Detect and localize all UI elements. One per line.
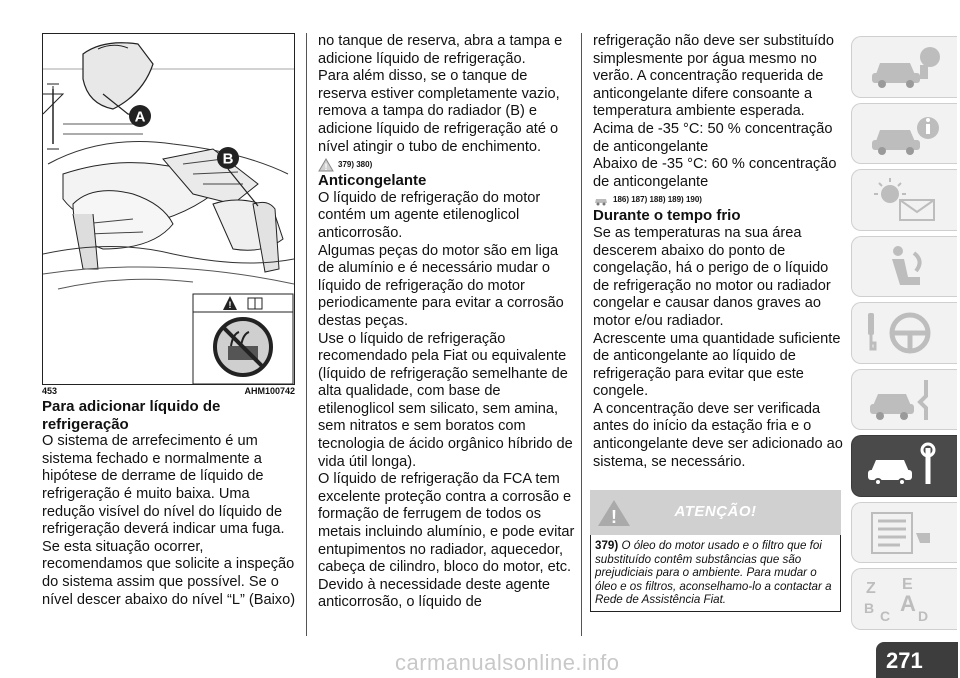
paragraph: Se as temperaturas na sua área descerem abaixo do ponto de congelação, há o perigo de o líquido de refrigeração no motor ou radiador congelar e causar danos graves ao motor e/ou radiador. bbox=[593, 224, 831, 329]
chapter-tabs bbox=[851, 36, 960, 635]
warning-number: 379) bbox=[595, 539, 619, 552]
svg-text:E: E bbox=[902, 576, 913, 593]
svg-text:B: B bbox=[864, 600, 875, 616]
figure-caption-rule bbox=[42, 384, 295, 385]
column-3 bbox=[593, 33, 845, 471]
warning-triangle-icon bbox=[318, 158, 334, 172]
warning-light-message-icon bbox=[860, 176, 950, 224]
engine-illustration bbox=[43, 34, 294, 384]
tab-getting-to-know[interactable] bbox=[851, 36, 957, 98]
svg-text:!: ! bbox=[324, 162, 328, 173]
specifications-list-icon bbox=[860, 509, 950, 557]
paragraph: A concentração deve ser verificada antes do início da estação fria e o anticongelante deve ser adicionado ao sistema, se necessário. bbox=[593, 400, 843, 470]
svg-text:!: ! bbox=[228, 300, 232, 310]
figure-number: 453 bbox=[42, 386, 58, 396]
reference-numbers: 379) 380) bbox=[338, 160, 373, 170]
car-info-icon bbox=[860, 43, 950, 91]
watermark: carmanualsonline.info bbox=[395, 650, 620, 675]
warning-body bbox=[590, 535, 841, 612]
tab-starting-driving[interactable] bbox=[851, 302, 957, 364]
label-b: B bbox=[222, 150, 234, 168]
paragraph: Acrescente uma quantidade suficiente de anticongelante ao líquido de refrigeração para evitar que este congele. bbox=[593, 330, 841, 400]
reference-numbers: 186) 187) 188) 189) 190) bbox=[613, 195, 702, 205]
warning-title: ATENÇÃO! bbox=[674, 503, 757, 520]
paragraph: Abaixo de -35 °C: 60 % concentração de anticongelante bbox=[593, 156, 837, 190]
tab-servicing-maintenance[interactable] bbox=[851, 435, 957, 497]
paragraph: no tanque de reserva, abra a tampa e adicione líquido de refrigeração. bbox=[318, 33, 563, 67]
paragraph: Devido à necessidade deste agente anticorrosão, o líquido de bbox=[318, 576, 551, 611]
section-heading-add-coolant: Para adicionar líquido de refrigeração bbox=[42, 398, 221, 433]
car-wrench-icon bbox=[860, 442, 950, 490]
paragraph: Algumas peças do motor são em liga de alumínio e é necessário mudar o líquido de refrigeração do motor periodicamente para evitar a corrosão destas peças. bbox=[318, 242, 564, 329]
alphabetical-index-icon bbox=[860, 575, 950, 623]
label-a: A bbox=[134, 108, 146, 126]
warning-references bbox=[318, 158, 578, 172]
paragraph: O sistema de arrefecimento é um sistema fechado e normalmente a hipótese de derrame de líquido de refrigeração é muito baixa. Uma redução visível do nível do líquido de refrigeração deverá indicar uma fuga. Se esta situação ocorrer, recomendamos que solicite a inspeção do sistema assim que possível. Se o nível descer abaixo do nível “L” (Baixo) bbox=[42, 433, 296, 608]
column-2 bbox=[318, 33, 578, 612]
svg-text:Z: Z bbox=[866, 580, 876, 597]
seat-airbag-icon bbox=[860, 243, 950, 291]
car-emergency-icon bbox=[860, 376, 950, 424]
column-divider bbox=[581, 33, 582, 636]
section-heading-cold-weather: Durante o tempo frio bbox=[593, 207, 741, 225]
warning-box bbox=[590, 490, 841, 612]
svg-text:D: D bbox=[918, 608, 929, 623]
paragraph: Para além disso, se o tanque de reserva estiver completamente vazio, remova a tampa do radiador (B) e adicione líquido de refrigeração até o nível atingir o tubo de enchimento. bbox=[318, 68, 560, 155]
paragraph: refrigeração não deve ser substituído simplesmente por água mesmo no verão. A concentração requerida de anticongelante difere consoante a temperatura ambiente esperada. bbox=[593, 33, 834, 120]
tab-instrument-panel[interactable] bbox=[851, 103, 957, 165]
paragraph: Acima de -35 °C: 50 % concentração de anticongelante bbox=[593, 120, 833, 155]
tab-index[interactable] bbox=[851, 568, 957, 630]
tab-in-an-emergency[interactable] bbox=[851, 369, 957, 431]
tab-warning-lights[interactable] bbox=[851, 169, 957, 231]
svg-text:C: C bbox=[880, 608, 891, 623]
paragraph: Use o líquido de refrigeração recomendado pela Fiat ou equivalente (líquido de refrigeração semelhante de alta qualidade, com base de etilenoglicol sem silicato, sem amina, sem nitratos e sem boratos com tecnologia de ácido orgânico híbrido de vida útil longa). bbox=[318, 330, 573, 470]
paragraph: O líquido de refrigeração da FCA tem excelente proteção contra a corrosão e formação de ferrugem de todos os metais incluindo alumínio, e pode evitar entupimentos no radiador, aquecedor, cabeça de cilindro, bloco do motor, etc. bbox=[318, 471, 575, 576]
warning-header bbox=[590, 490, 841, 535]
figure-code: AHM100742 bbox=[244, 386, 295, 396]
paragraph: O líquido de refrigeração do motor contém um agente etilenoglicol anticorrosão. bbox=[318, 189, 541, 241]
page-number: 271 bbox=[886, 648, 923, 673]
warning-text: O óleo do motor usado e o filtro que foi substituído contêm substâncias que são prejudiciais para o ambiente. Para mudar o óleo e os filtros, aconselhamo-lo a contactar a Rede de Assistência Fiat. bbox=[595, 539, 832, 607]
tab-technical-specifications[interactable] bbox=[851, 502, 957, 564]
figure-caption bbox=[42, 386, 295, 396]
svg-text:!: ! bbox=[611, 507, 617, 527]
svg-text:A: A bbox=[900, 591, 916, 616]
safety-references bbox=[593, 193, 845, 207]
tab-safety[interactable] bbox=[851, 236, 957, 298]
page-number-box bbox=[876, 642, 958, 678]
car-info-icon bbox=[860, 110, 950, 158]
car-service-icon bbox=[593, 193, 609, 207]
engine-figure bbox=[42, 33, 295, 385]
column-1 bbox=[42, 398, 297, 609]
column-divider bbox=[306, 33, 307, 636]
section-heading-antifreeze: Anticongelante bbox=[318, 172, 427, 190]
key-steering-wheel-icon bbox=[860, 309, 950, 357]
